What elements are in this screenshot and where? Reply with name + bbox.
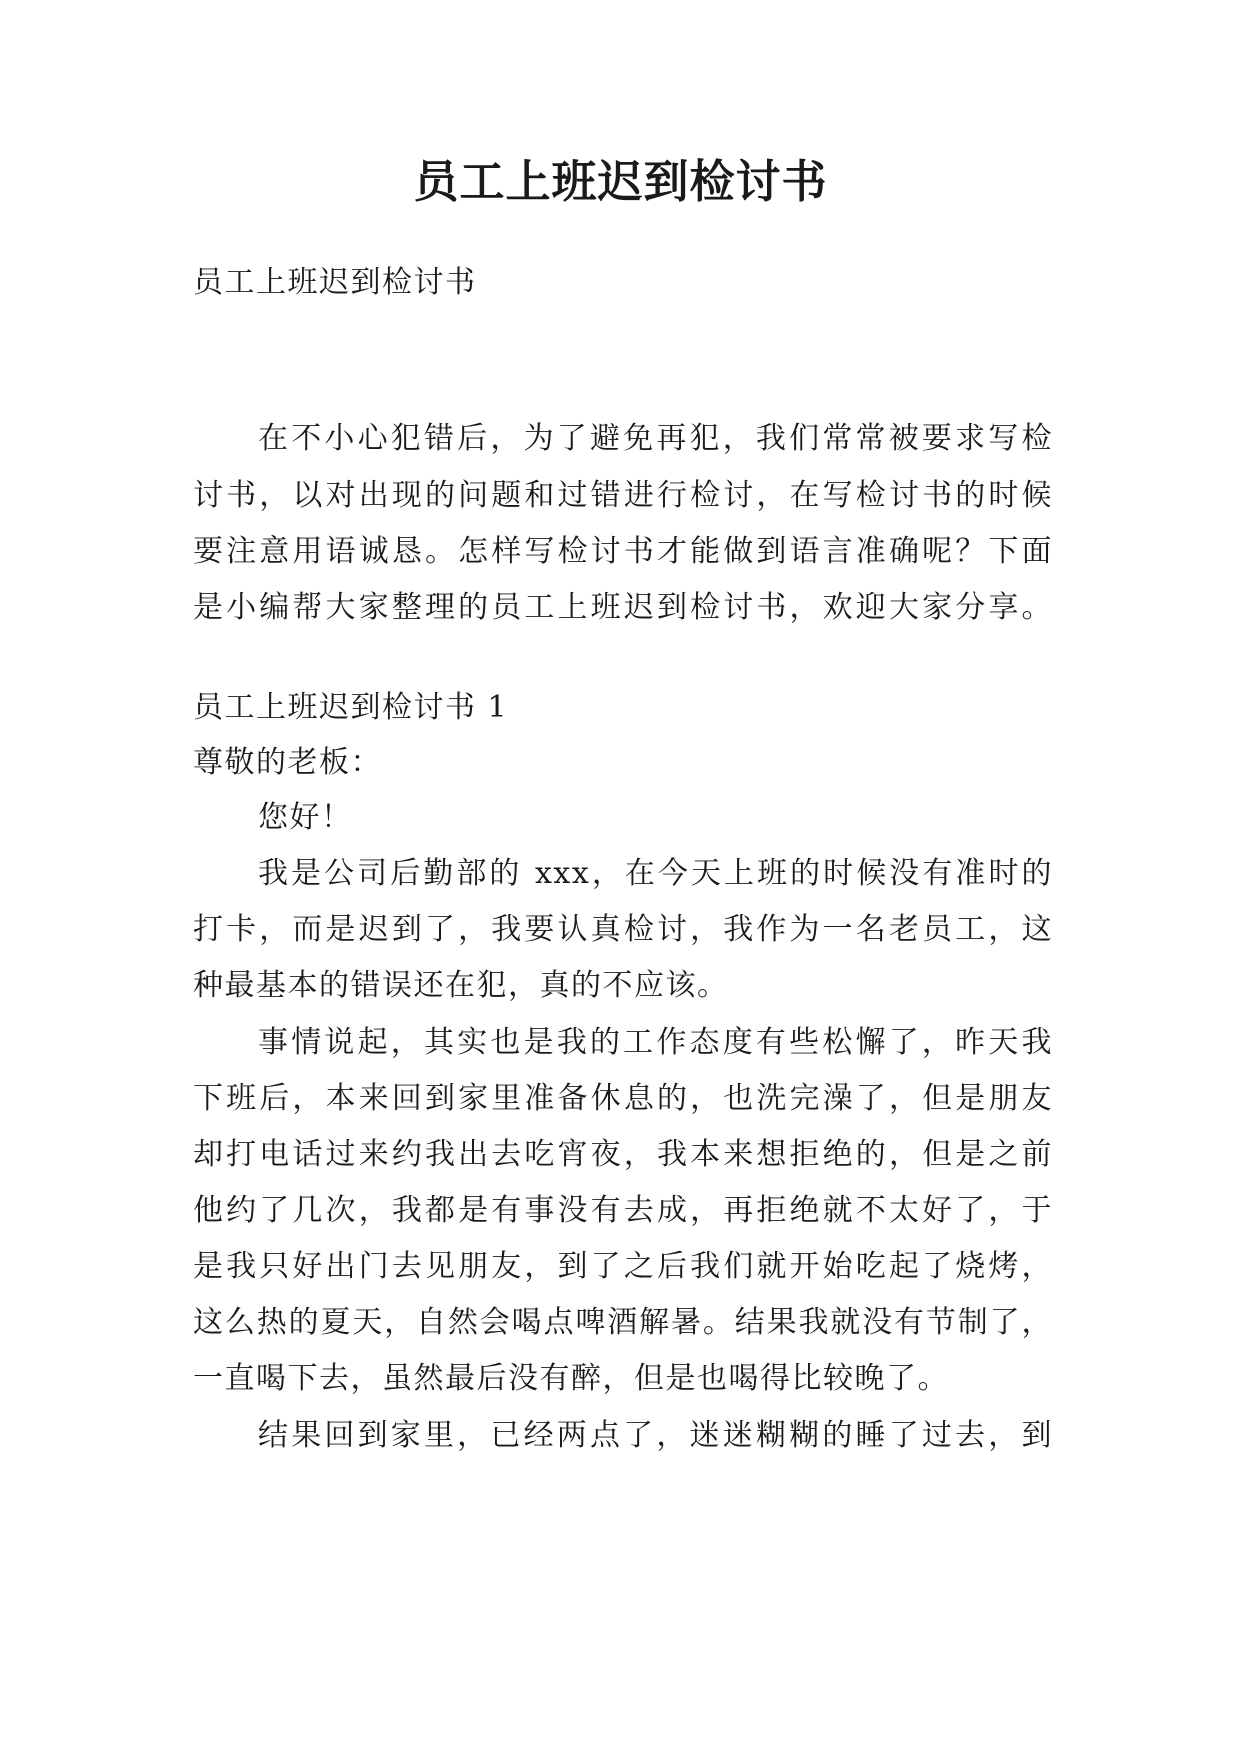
paragraph-line: 这么热的夏天，自然会喝点啤酒解暑。结果我就没有节制了， — [193, 1305, 1053, 1340]
document-title: 员工上班迟到检讨书 — [413, 155, 828, 208]
section-heading: 员工上班迟到检讨书 1 — [193, 690, 509, 725]
paragraph-line: 一直喝下去，虽然最后没有醉，但是也喝得比较晚了。 — [193, 1361, 949, 1396]
intro-line: 是小编帮大家整理的员工上班迟到检讨书，欢迎大家分享。 — [193, 590, 1053, 625]
paragraph-line: 下班后，本来回到家里准备休息的，也洗完澡了，但是朋友 — [193, 1081, 1053, 1116]
paragraph-line: 却打电话过来约我出去吃宵夜，我本来想拒绝的，但是之前 — [193, 1137, 1053, 1172]
salutation: 尊敬的老板： — [193, 745, 382, 780]
paragraph-line: 结果回到家里，已经两点了，迷迷糊糊的睡了过去，到 — [258, 1418, 1053, 1453]
paragraph-line: 事情说起，其实也是我的工作态度有些松懈了，昨天我 — [258, 1025, 1053, 1060]
document-subtitle: 员工上班迟到检讨书 — [193, 265, 477, 300]
paragraph-line: 他约了几次，我都是有事没有去成，再拒绝就不太好了，于 — [193, 1193, 1053, 1228]
greeting: 您好！ — [258, 800, 353, 835]
paragraph-line: 是我只好出门去见朋友，到了之后我们就开始吃起了烧烤， — [193, 1249, 1053, 1284]
paragraph-line: 我是公司后勤部的 xxx，在今天上班的时候没有准时的 — [258, 856, 1053, 891]
paragraph-line: 种最基本的错误还在犯，真的不应该。 — [193, 968, 729, 1003]
intro-line: 在不小心犯错后，为了避免再犯，我们常常被要求写检 — [258, 421, 1053, 456]
intro-line: 要注意用语诚恳。怎样写检讨书才能做到语言准确呢？下面 — [193, 534, 1053, 569]
intro-line: 讨书，以对出现的问题和过错进行检讨，在写检讨书的时候 — [193, 478, 1053, 513]
paragraph-line: 打卡，而是迟到了，我要认真检讨，我作为一名老员工，这 — [193, 912, 1053, 947]
